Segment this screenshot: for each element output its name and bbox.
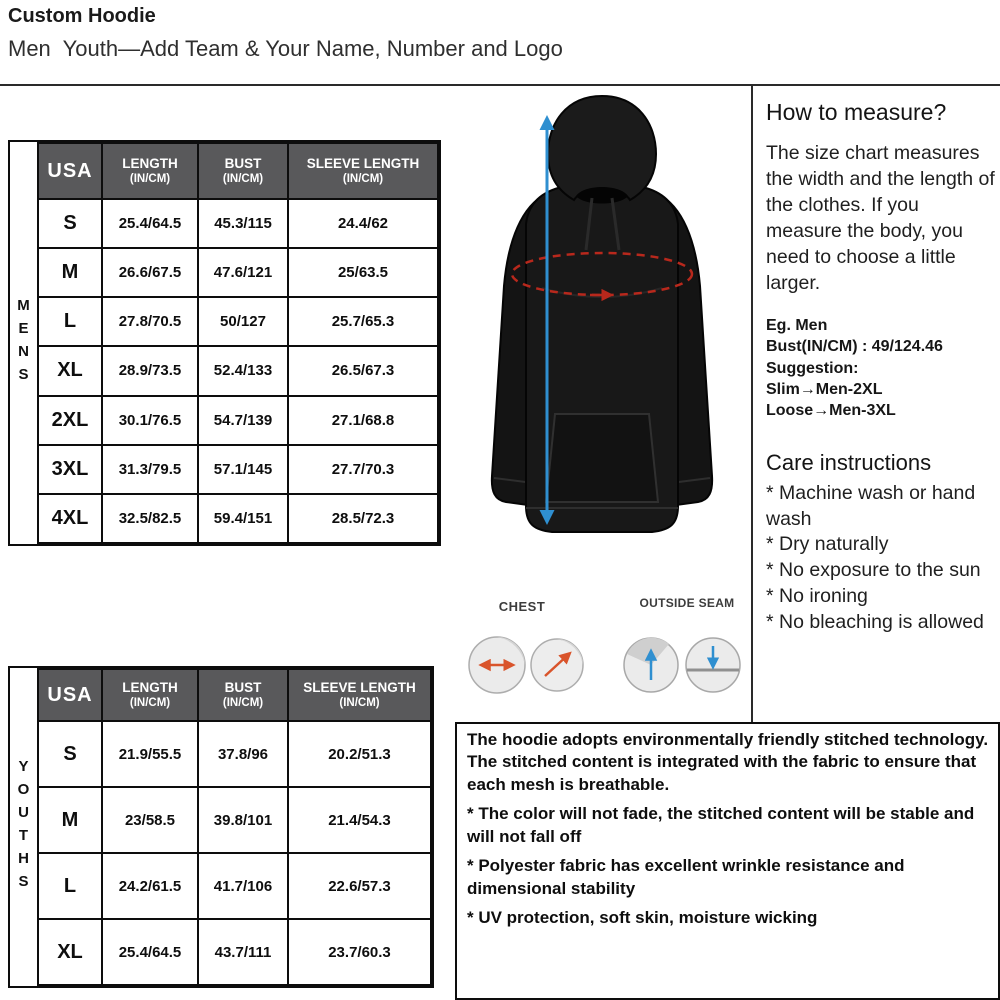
size-cell: L (38, 853, 102, 919)
column-title: BUST (224, 679, 262, 695)
bust-cell: 43.7/111 (198, 919, 288, 985)
youth-size-table (37, 668, 432, 986)
length-cell: 21.9/55.5 (102, 721, 198, 787)
size-cell: M (38, 248, 102, 297)
table-row (38, 445, 438, 494)
column-header-bust (198, 669, 288, 721)
size-cell: 3XL (38, 445, 102, 494)
care-item: * Machine wash or hand wash (766, 482, 976, 530)
measurement-icons (455, 618, 755, 710)
table-row (38, 721, 431, 787)
how-to-measure-title: How to measure? (766, 99, 947, 125)
sizing-example (766, 315, 943, 421)
column-unit: (IN/CM) (129, 172, 171, 185)
column-title: LENGTH (122, 155, 178, 171)
column-header-length (102, 143, 198, 199)
features-intro: The hoodie adopts environmentally friendly stitched technology. The stitched content is integrated with the fabric to ensure that each mesh is breathable. (467, 730, 989, 794)
sleeve-cell: 27.7/70.3 (288, 445, 438, 494)
column-unit: (IN/CM) (129, 696, 171, 709)
bust-cell: 41.7/106 (198, 853, 288, 919)
how-to-measure-body: The size chart measures the width and the length of the clothes. If you measure the body, you need to choose a little larger. (766, 142, 995, 294)
column-header-sleeve (288, 669, 431, 721)
feature-item: * Polyester fabric has excellent wrinkle resistance and dimensional stability (467, 856, 905, 898)
sleeve-cell: 23.7/60.3 (288, 919, 431, 985)
table-row (38, 346, 438, 395)
mens-size-chart (8, 140, 441, 546)
youth-size-chart (8, 666, 434, 988)
size-cell: L (38, 297, 102, 346)
header-row (38, 143, 438, 199)
header-row (38, 669, 431, 721)
mens-group-strip (10, 142, 37, 544)
column-title: LENGTH (122, 679, 178, 695)
table-row (38, 787, 431, 853)
care-item: * No exposure to the sun (766, 559, 981, 582)
chest-width-icon (469, 637, 525, 693)
column-unit: (IN/CM) (222, 696, 264, 709)
length-cell: 28.9/73.5 (102, 346, 198, 395)
bust-cell: 39.8/101 (198, 787, 288, 853)
feature-item: * UV protection, soft skin, moisture wicking (467, 908, 818, 928)
column-header-length (102, 669, 198, 721)
bust-cell: 47.6/121 (198, 248, 288, 297)
table-row (38, 297, 438, 346)
column-unit: (IN/CM) (342, 172, 384, 185)
feature-item: * The color will not fade, the stitched content will be stable and will not fall off (467, 804, 975, 846)
column-unit: (IN/CM) (339, 696, 380, 709)
table-row (38, 396, 438, 445)
example-line: Eg. Men (766, 317, 828, 334)
length-cell: 24.2/61.5 (102, 853, 198, 919)
sleeve-cell: 26.5/67.3 (288, 346, 438, 395)
example-line: Slim→Men-2XL (766, 380, 883, 398)
length-cell: 27.8/70.5 (102, 297, 198, 346)
page-title: Custom Hoodie (8, 5, 156, 27)
column-title: BUST (224, 155, 262, 171)
mens-group-label: MENS (15, 297, 32, 389)
sleeve-cell: 22.6/57.3 (288, 853, 431, 919)
youth-group-strip (10, 668, 37, 986)
size-cell: 4XL (38, 494, 102, 543)
column-header-usa: USA (38, 669, 102, 721)
table-row (38, 248, 438, 297)
example-line: Loose→Men-3XL (766, 402, 896, 420)
column-header-bust (198, 143, 288, 199)
care-item: * No bleaching is allowed (766, 610, 984, 633)
column-unit: (IN/CM) (222, 172, 264, 185)
column-title: SLEEVE LENGTH (303, 679, 416, 695)
size-cell: M (38, 787, 102, 853)
seam-up-icon (624, 638, 678, 692)
length-cell: 26.6/67.5 (102, 248, 198, 297)
kangaroo-pocket (546, 414, 658, 502)
chest-label: CHEST (498, 599, 546, 614)
bust-cell: 54.7/139 (198, 396, 288, 445)
hoodie-image (452, 88, 752, 593)
length-cell: 25.4/64.5 (102, 919, 198, 985)
hoodie-body (526, 188, 678, 532)
size-cell: XL (38, 919, 102, 985)
length-cell: 32.5/82.5 (102, 494, 198, 543)
length-cell: 23/58.5 (102, 787, 198, 853)
bust-cell: 37.8/96 (198, 721, 288, 787)
sleeve-cell: 28.5/72.3 (288, 494, 438, 543)
length-cell: 25.4/64.5 (102, 199, 198, 248)
sleeve-cell: 20.2/51.3 (288, 721, 431, 787)
care-instructions-list (766, 481, 999, 635)
table-row (38, 494, 438, 543)
bust-cell: 45.3/115 (198, 199, 288, 248)
example-line: Bust(IN/CM) : 49/124.46 (766, 338, 943, 356)
size-cell: 2XL (38, 396, 102, 445)
horizontal-divider (0, 84, 1000, 86)
length-cell: 30.1/76.5 (102, 396, 198, 445)
youth-group-label: YOUTHS (15, 758, 32, 896)
care-instructions-title: Care instructions (766, 450, 932, 475)
sleeve-cell: 21.4/54.3 (288, 787, 431, 853)
page-subtitle: Men Youth—Add Team & Your Name, Number and Logo (8, 36, 563, 61)
example-line: Suggestion: (766, 359, 859, 377)
length-cell: 31.3/79.5 (102, 445, 198, 494)
table-row (38, 919, 431, 985)
care-item: * No ironing (766, 584, 868, 607)
table-row (38, 853, 431, 919)
sleeve-cell: 25.7/65.3 (288, 297, 438, 346)
bust-cell: 50/127 (198, 297, 288, 346)
outside-seam-label: OUTSIDE SEAM (639, 596, 735, 610)
mens-size-table (37, 142, 439, 544)
column-header-usa: USA (38, 143, 102, 199)
sleeve-cell: 24.4/62 (288, 199, 438, 248)
bust-cell: 59.4/151 (198, 494, 288, 543)
size-cell: XL (38, 346, 102, 395)
sleeve-cell: 27.1/68.8 (288, 396, 438, 445)
column-title: SLEEVE LENGTH (306, 155, 420, 171)
size-cell: S (38, 721, 102, 787)
care-item: * Dry naturally (766, 533, 889, 556)
seam-down-icon (686, 638, 740, 692)
bust-cell: 57.1/145 (198, 445, 288, 494)
features-box (455, 722, 1000, 1000)
bust-cell: 52.4/133 (198, 346, 288, 395)
chest-diagonal-icon (531, 639, 583, 691)
size-cell: S (38, 199, 102, 248)
column-header-sleeve (288, 143, 438, 199)
table-row (38, 199, 438, 248)
sleeve-cell: 25/63.5 (288, 248, 438, 297)
